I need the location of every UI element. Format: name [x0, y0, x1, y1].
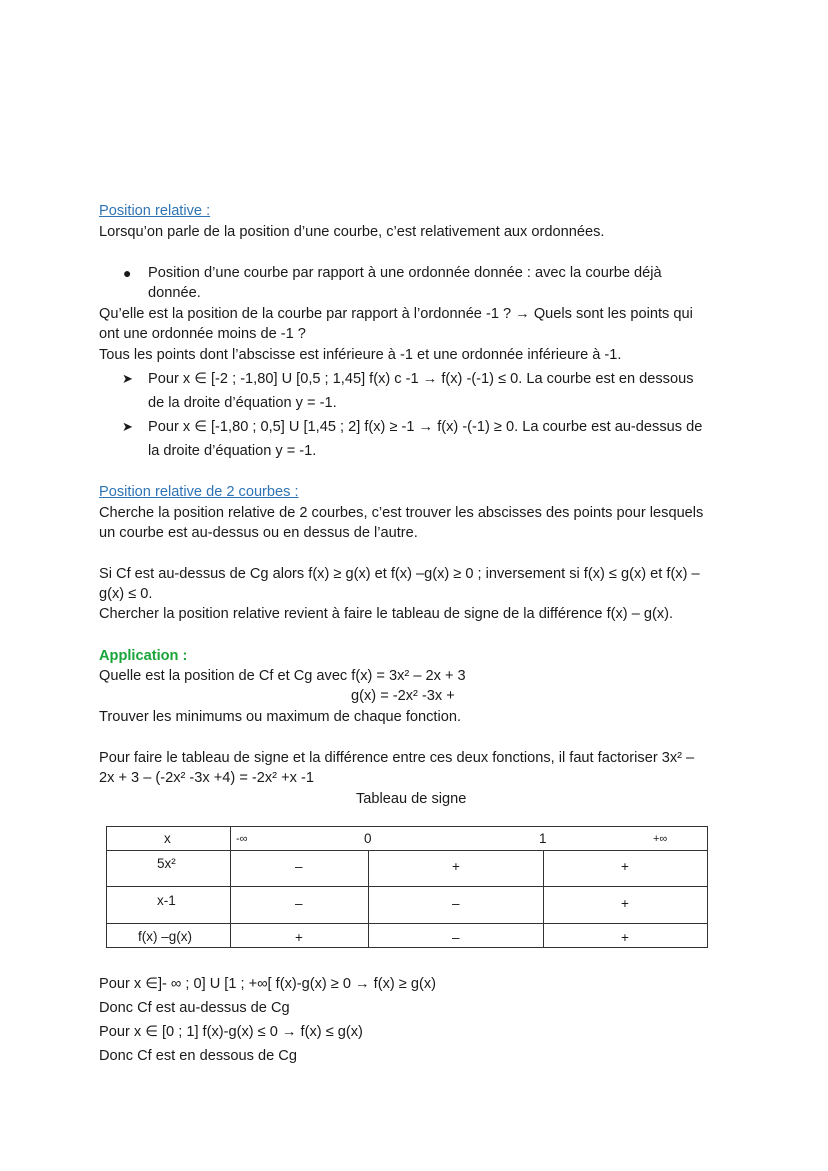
- conclusion-line1: Pour x ∈]- ∞ ; 0] U [1 ; +∞[ f(x)-g(x) ≥ 0 → f(x) ≥ g(x): [99, 976, 436, 992]
- table-sign: +: [452, 859, 460, 874]
- table-border-bottom: [106, 947, 708, 948]
- table-sign: +: [621, 896, 629, 911]
- table-line: [106, 850, 708, 851]
- table-sign: –: [452, 930, 460, 945]
- table-line: [543, 850, 544, 948]
- table-header-minus-infinity: -∞: [236, 833, 248, 845]
- heading-application: Application :: [99, 648, 188, 664]
- table-border-right: [707, 826, 708, 948]
- arrow-bullet-icon: ➤: [122, 419, 133, 434]
- table-sign: +: [621, 930, 629, 945]
- application-question-line1: Quelle est la position de Cf et Cg avec f(x) = 3x² – 2x + 3: [99, 668, 466, 684]
- bullet-dot-icon: ●: [123, 265, 132, 281]
- case2-line2: la droite d’équation y = -1.: [148, 443, 317, 459]
- conclusion-line3: Pour x ∈ [0 ; 1] f(x)-g(x) ≤ 0 → f(x) ≤ g(x): [99, 1024, 363, 1040]
- heading-position-relative-2-courbes: Position relative de 2 courbes :: [99, 484, 299, 500]
- answer-text: Tous les points dont l’abscisse est inférieure à -1 et une ordonnée inférieure à -1.: [99, 347, 622, 363]
- table-border-top: [106, 826, 708, 827]
- case2-line1: Pour x ∈ [-1,80 ; 0,5] U [1,45 ; 2] f(x) ≥ -1 → f(x) -(-1) ≥ 0. La courbe est au-dessus de: [148, 419, 703, 435]
- case1-line1: Pour x ∈ [-2 ; -1,80] U [0,5 ; 1,45] f(x) c -1 → f(x) -(-1) ≤ 0. La courbe est en dessous: [148, 371, 694, 387]
- table-line: [368, 850, 369, 948]
- table-header-plus-infinity: +∞: [653, 833, 668, 845]
- table-row-label: x-1: [157, 893, 176, 908]
- application-question-line2: g(x) = -2x² -3x +: [351, 688, 455, 704]
- sign-table: [106, 826, 708, 948]
- arrow-bullet-icon: ➤: [122, 371, 133, 386]
- table-border-left: [106, 826, 107, 948]
- table-line: [230, 826, 231, 948]
- application-paragraph-line1: Pour faire le tableau de signe et la différence entre ces deux fonctions, il faut factoriser 3x² –: [99, 750, 695, 766]
- intro-text: Lorsqu’on parle de la position d’une courbe, c’est relativement aux ordonnées.: [99, 224, 605, 240]
- bullet-text-line1: Position d’une courbe par rapport à une ordonnée donnée : avec la courbe déjà: [148, 265, 662, 281]
- table-sign: –: [452, 896, 460, 911]
- table-row-label: 5x²: [157, 856, 176, 871]
- conclusion-line4: Donc Cf est en dessous de Cg: [99, 1048, 297, 1064]
- question-line1: Qu’elle est la position de la courbe par rapport à l’ordonnée -1 ? → Quels sont les points qui: [99, 306, 693, 322]
- application-paragraph-line2: 2x + 3 – (-2x² -3x +4) = -2x² +x -1: [99, 770, 314, 786]
- question-line2: ont une ordonnée moins de -1 ?: [99, 326, 306, 342]
- table-title: Tableau de signe: [356, 791, 467, 807]
- table-sign: +: [295, 930, 303, 945]
- table-sign: +: [621, 859, 629, 874]
- table-line: [106, 886, 708, 887]
- table-header-zero: 0: [364, 831, 372, 846]
- table-row-label: f(x) –g(x): [138, 929, 192, 944]
- application-question-line3: Trouver les minimums ou maximum de chaque fonction.: [99, 709, 462, 725]
- section2-p1-line2: un courbe est au-dessus ou en dessus de l’autre.: [99, 525, 418, 541]
- section2-p1-line1: Cherche la position relative de 2 courbes, c’est trouver les abscisses des points pour lesquels: [99, 505, 704, 521]
- section2-p3: Chercher la position relative revient à faire le tableau de signe de la différence f(x) – g(x).: [99, 606, 674, 622]
- section2-p2-line1: Si Cf est au-dessus de Cg alors f(x) ≥ g(x) et f(x) –g(x) ≥ 0 ; inversement si f(x) ≤ g(x) et f(x) –: [99, 566, 700, 582]
- conclusion-line2: Donc Cf est au-dessus de Cg: [99, 1000, 290, 1016]
- table-line: [106, 923, 708, 924]
- case1-line2: de la droite d’équation y = -1.: [148, 395, 337, 411]
- section2-p2-line2: g(x) ≤ 0.: [99, 586, 153, 602]
- table-sign: –: [295, 896, 303, 911]
- table-header-one: 1: [539, 831, 547, 846]
- bullet-text-line2: donnée.: [148, 285, 201, 301]
- heading-position-relative: Position relative :: [99, 203, 211, 219]
- table-header-x: x: [164, 831, 171, 846]
- table-sign: –: [295, 859, 303, 874]
